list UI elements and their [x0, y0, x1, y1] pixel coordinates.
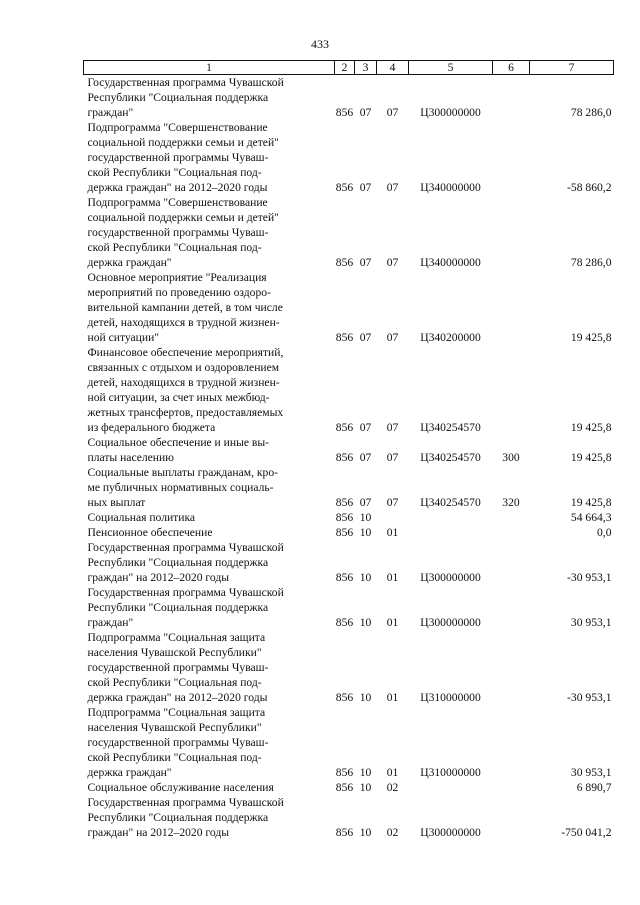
table-row [84, 195, 614, 270]
row-sum: 19 425,8 [570, 496, 612, 509]
row-ved: 856 [335, 496, 354, 509]
table-row [84, 585, 614, 630]
row-csr: Ц340254570 [420, 496, 481, 509]
column-header-rz: 3 [355, 61, 377, 75]
row-pr: 01 [386, 571, 399, 584]
row-vr [493, 510, 530, 525]
row-vr [493, 585, 530, 630]
table-row [84, 345, 614, 435]
table-row [84, 540, 614, 585]
row-pr: 07 [386, 496, 399, 509]
row-name: Социальное обеспечение и иные вы- платы населению [87, 436, 270, 464]
row-rz: 10 [359, 766, 372, 779]
row-csr: Ц300000000 [420, 106, 481, 119]
row-vr [493, 630, 530, 705]
row-rz: 07 [359, 451, 372, 464]
row-rz: 10 [359, 511, 372, 524]
row-rz: 07 [359, 421, 372, 434]
row-pr: 07 [386, 421, 399, 434]
row-pr: 07 [386, 331, 399, 344]
row-csr: Ц300000000 [420, 826, 481, 839]
row-name: Финансовое обеспечение мероприятий, связанных с отдыхом и оздоровлением детей, находящихся в трудной жизнен- ной ситуации, за счет иных межбюд- жетных трансфертов, предоставляемых из федерального бюджета [87, 346, 284, 434]
row-sum: 30 953,1 [570, 766, 612, 779]
row-pr: 02 [386, 781, 399, 794]
row-vr [493, 795, 530, 840]
row-pr: 02 [386, 826, 399, 839]
row-ved: 856 [335, 421, 354, 434]
table-row [84, 120, 614, 195]
table-row [84, 75, 614, 121]
row-pr: 01 [386, 526, 399, 539]
row-name: Социальная политика [87, 511, 196, 524]
row-sum: 19 425,8 [570, 331, 612, 344]
row-ved: 856 [335, 511, 354, 524]
row-csr: Ц340200000 [420, 331, 481, 344]
row-ved: 856 [335, 691, 354, 704]
column-header-ved: 2 [335, 61, 355, 75]
row-csr: Ц340254570 [420, 451, 481, 464]
row-rz: 10 [359, 826, 372, 839]
row-ved: 856 [335, 451, 354, 464]
row-csr: Ц310000000 [420, 691, 481, 704]
row-ved: 856 [335, 256, 354, 269]
row-pr [377, 510, 409, 525]
row-pr: 01 [386, 616, 399, 629]
table-row [84, 435, 614, 465]
row-name: Подпрограмма "Совершенствование социальной поддержки семьи и детей" государственной программы Чуваш- ской Республики "Социальная под- держка граждан" на 2012–2020 годы [87, 121, 279, 194]
row-csr: Ц340254570 [420, 421, 481, 434]
row-name: Подпрограмма "Социальная защита населения Чувашской Республики" государственной программы Чуваш- ской Республики "Социальная под- держка граждан" [87, 706, 269, 779]
row-ved: 856 [335, 766, 354, 779]
row-sum: 19 425,8 [570, 451, 612, 464]
row-name: Подпрограмма "Совершенствование социальной поддержки семьи и детей" государственной программы Чуваш- ской Республики "Социальная под- держка граждан" [87, 196, 279, 269]
table-row [84, 780, 614, 795]
row-vr [493, 120, 530, 195]
row-name: Государственная программа Чувашской Республики "Социальная поддержка граждан" [87, 586, 284, 629]
row-ved: 856 [335, 106, 354, 119]
row-rz: 10 [359, 571, 372, 584]
row-sum: 30 953,1 [570, 616, 612, 629]
row-rz: 07 [359, 496, 372, 509]
table-row [84, 465, 614, 510]
row-ved: 856 [335, 526, 354, 539]
row-vr [493, 345, 530, 435]
row-sum: 78 286,0 [570, 106, 612, 119]
row-vr: 300 [502, 451, 520, 464]
row-sum: -30 953,1 [567, 571, 612, 584]
table-row [84, 705, 614, 780]
column-header-sum: 7 [530, 61, 614, 75]
row-vr [493, 75, 530, 121]
row-rz: 10 [359, 781, 372, 794]
row-sum: 54 664,3 [570, 511, 612, 524]
table-row [84, 795, 614, 840]
row-rz: 07 [359, 256, 372, 269]
row-vr: 320 [502, 496, 520, 509]
row-csr: Ц340000000 [420, 256, 481, 269]
row-vr [493, 270, 530, 345]
column-header-pr: 4 [377, 61, 409, 75]
row-csr: Ц310000000 [420, 766, 481, 779]
column-header-name: 1 [84, 61, 335, 75]
row-csr: Ц340000000 [420, 181, 481, 194]
row-csr [409, 510, 493, 525]
column-header-vr: 6 [493, 61, 530, 75]
row-rz: 07 [359, 181, 372, 194]
row-pr: 07 [386, 256, 399, 269]
row-csr [409, 780, 493, 795]
row-pr: 07 [386, 181, 399, 194]
page-number: 433 [311, 37, 329, 51]
row-rz: 10 [359, 616, 372, 629]
row-rz: 07 [359, 106, 372, 119]
table-row [84, 270, 614, 345]
row-sum: -750 041,2 [561, 826, 612, 839]
row-name: Социальное обслуживание населения [87, 781, 274, 794]
row-vr [493, 780, 530, 795]
row-vr [493, 540, 530, 585]
row-sum: 0,0 [597, 526, 612, 539]
row-ved: 856 [335, 826, 354, 839]
row-vr [493, 195, 530, 270]
row-name: Подпрограмма "Социальная защита населения Чувашской Республики" государственной программы Чуваш- ской Республики "Социальная под- держка граждан" на 2012–2020 годы [87, 631, 269, 704]
row-rz: 10 [359, 526, 372, 539]
row-pr: 07 [386, 106, 399, 119]
row-ved: 856 [335, 571, 354, 584]
row-name: Государственная программа Чувашской Республики "Социальная поддержка граждан" [87, 76, 284, 119]
table-row [84, 510, 614, 525]
row-vr [493, 705, 530, 780]
row-pr: 01 [386, 766, 399, 779]
row-ved: 856 [335, 181, 354, 194]
row-sum: -58 860,2 [567, 181, 612, 194]
row-rz: 07 [359, 331, 372, 344]
row-sum: 78 286,0 [570, 256, 612, 269]
table-body [84, 75, 614, 841]
row-vr [493, 525, 530, 540]
row-sum: 19 425,8 [570, 421, 612, 434]
row-rz: 10 [359, 691, 372, 704]
row-name: Пенсионное обеспечение [87, 526, 213, 539]
row-ved: 856 [335, 781, 354, 794]
table-row [84, 525, 614, 540]
row-pr: 07 [386, 451, 399, 464]
table-header-row [84, 61, 614, 75]
row-csr: Ц300000000 [420, 616, 481, 629]
row-sum: -30 953,1 [567, 691, 612, 704]
row-name: Государственная программа Чувашской Республики "Социальная поддержка граждан" на 2012–2020 годы [87, 796, 284, 839]
row-csr [409, 525, 493, 540]
table-row [84, 630, 614, 705]
row-ved: 856 [335, 616, 354, 629]
row-pr: 01 [386, 691, 399, 704]
column-header-csr: 5 [409, 61, 493, 75]
budget-table [83, 60, 614, 840]
row-sum: 6 890,7 [576, 781, 612, 794]
row-name: Социальные выплаты гражданам, кро- ме публичных нормативных социаль- ных выплат [87, 466, 278, 509]
row-name: Государственная программа Чувашской Республики "Социальная поддержка граждан" на 2012–2020 годы [87, 541, 284, 584]
row-csr: Ц300000000 [420, 571, 481, 584]
row-name: Основное мероприятие "Реализация мероприятий по проведению оздоро- вительной кампании детей, в том числе детей, находящихся в трудной жизнен- ной ситуации" [87, 271, 283, 344]
row-ved: 856 [335, 331, 354, 344]
